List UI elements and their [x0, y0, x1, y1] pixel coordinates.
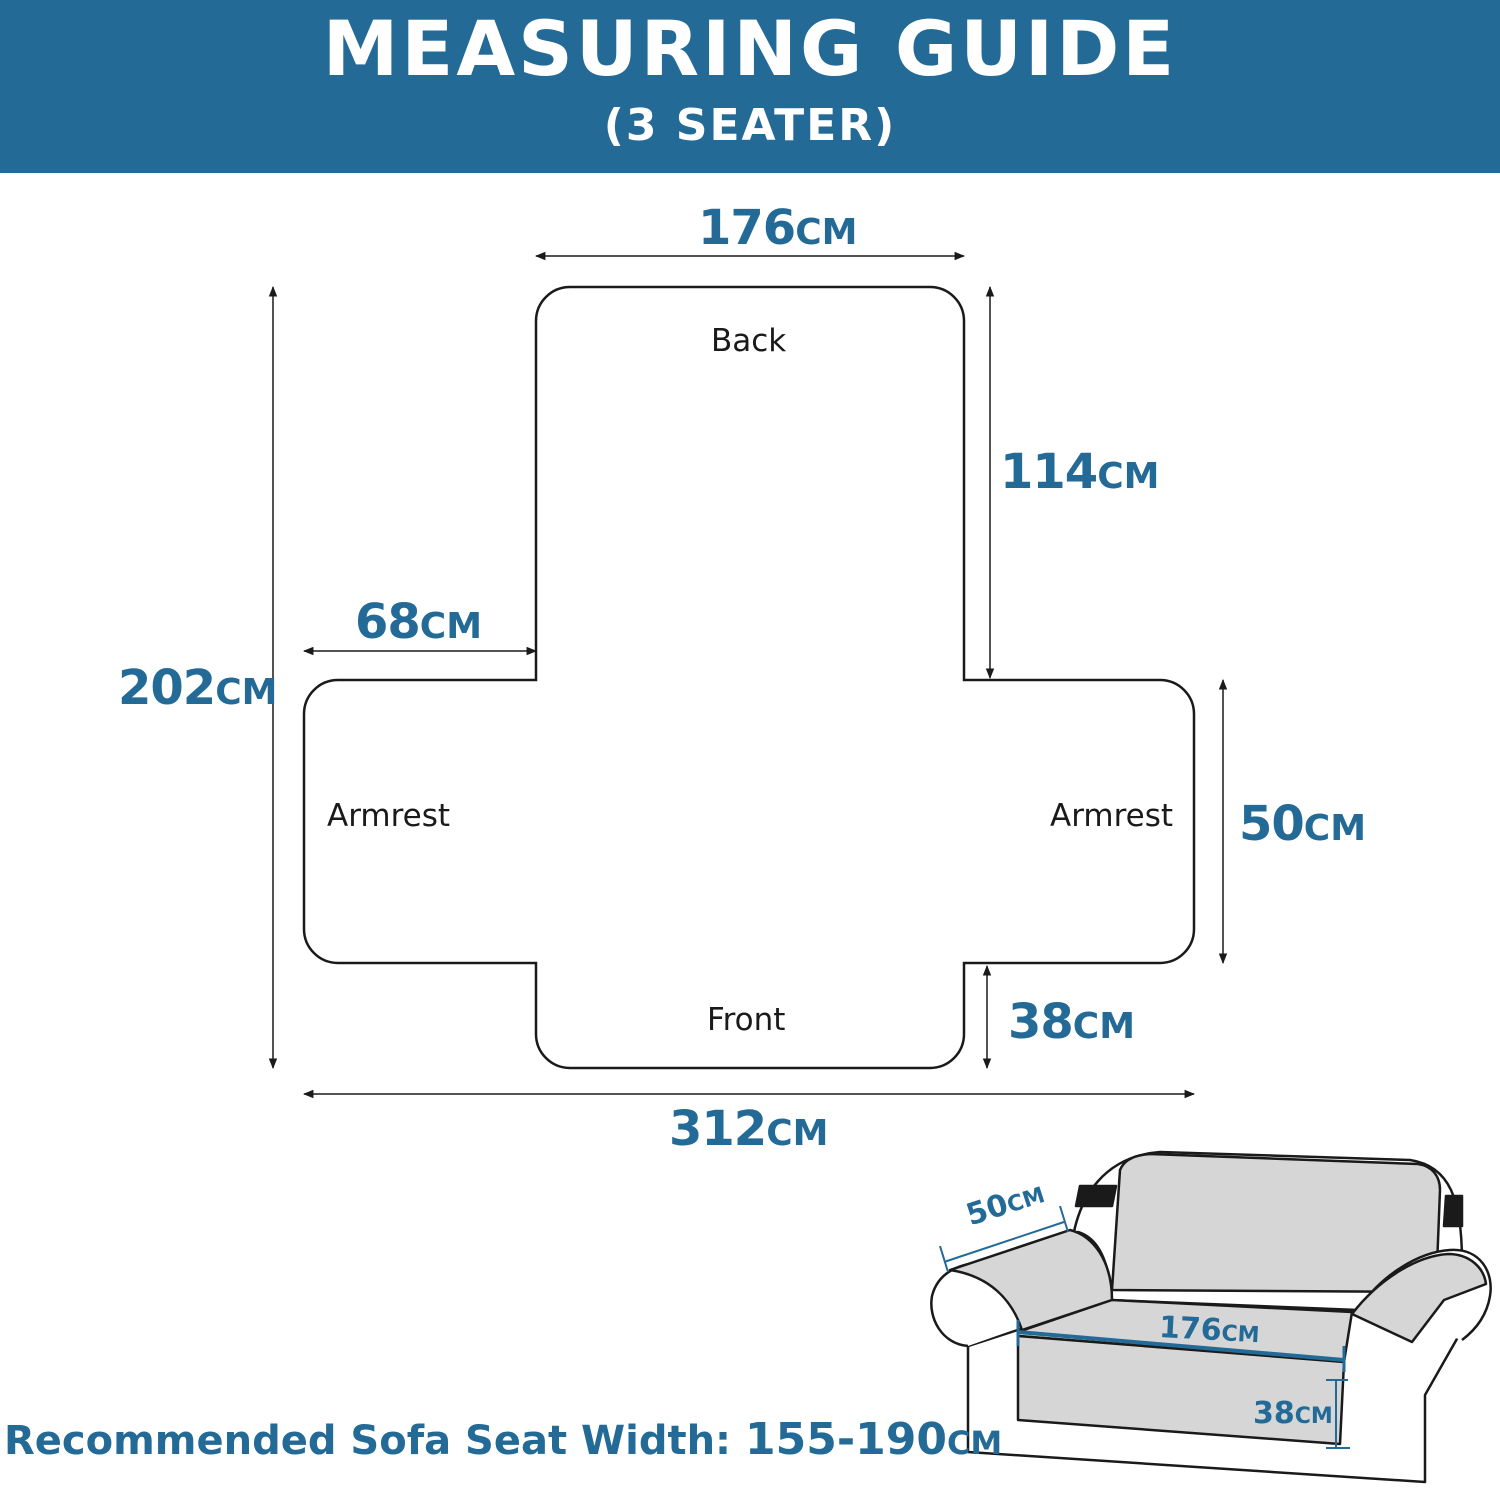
dim-back-width: 176CM	[698, 200, 858, 256]
dim-total-width: 312CM	[669, 1101, 829, 1157]
dim-back-length: 114CM	[1000, 444, 1160, 500]
dim-front-drop: 38CM	[1008, 994, 1136, 1050]
sofa-dim-seat-width: 176CM	[1158, 1310, 1261, 1349]
sofa-back-strap-left	[1076, 1186, 1116, 1206]
recommended-seat-width: Recommended Sofa Seat Width: 155-190CM	[4, 1414, 1003, 1465]
sofa-dim-armrest: 50CM	[962, 1182, 1049, 1234]
sofa-back-cover	[1112, 1154, 1440, 1292]
label-back: Back	[711, 323, 787, 359]
label-armrest-left: Armrest	[327, 798, 451, 834]
page-subtitle: (3 SEATER)	[603, 100, 897, 151]
dim-total-length: 202CM	[118, 660, 278, 716]
page-title: MEASURING GUIDE	[322, 4, 1178, 93]
dim-armrest-width: 68CM	[355, 594, 483, 650]
label-front: Front	[707, 1002, 786, 1038]
dim-armrest-depth: 50CM	[1239, 796, 1367, 852]
cover-outline	[304, 287, 1194, 1068]
sofa-back-strap-right	[1444, 1196, 1462, 1226]
label-armrest-right: Armrest	[1050, 798, 1174, 834]
sofa-dim-front-drop: 38CM	[1253, 1396, 1333, 1431]
